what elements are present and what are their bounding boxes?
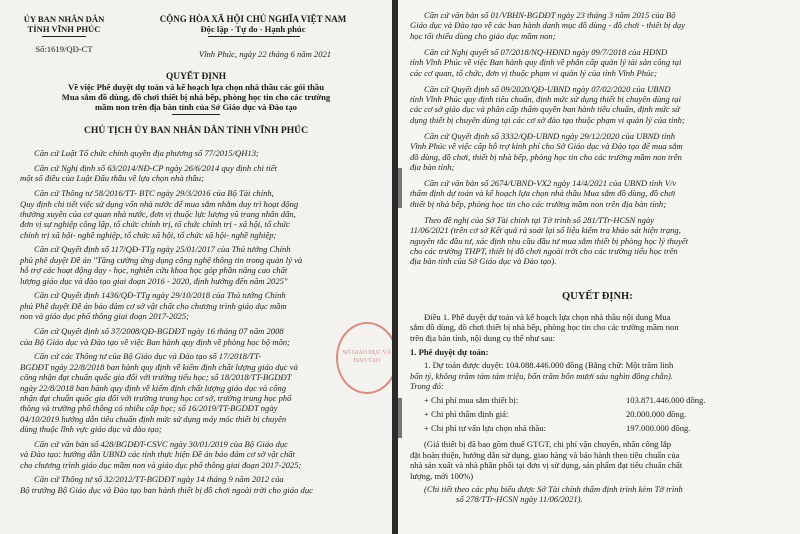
official-seal [336,322,392,394]
body-line: các cơ quan, tổ chức, đơn vị thuộc phạm vi quản lý của tỉnh Vĩnh Phúc; [410,67,658,78]
body-line: hỗ trợ các hoạt động dạy - học, nghiên cứu khoa học góp phần nâng cao chất [20,265,288,276]
body-line: địa bàn tỉnh của Sở Giáo dục và Đào tạo). [410,256,557,267]
article-1-line: Điều 1. Phê duyệt dự toán và kế hoạch lựa chọn nhà thầu nội dung Mua [424,312,671,322]
body-line: Căn cứ văn bản số 01/VBHN-BGDĐT ngày 23 tháng 3 năm 2015 của Bộ [424,10,676,20]
body-line: cho chương trình giáo dục mầm non và giáo dục phổ thông giai đoạn 2017-2025; [20,459,302,470]
body-line: Căn cứ Thông tư số 32/2012/TT-BGDĐT ngày 14 tháng 9 năm 2012 của [34,474,284,485]
article-1-line: sắm đồ dùng, đồ chơi thiết bị nhà bếp, phòng học tin cho các trường mầm non [410,322,679,333]
decision-heading: QUYẾT ĐỊNH [166,72,226,82]
left-document-page [0,0,392,534]
body-line: 11/06/2021 (trên cơ sở Kết quả rà soát lại số liệu kiểm tra khảo sát hiện trạng, [410,225,681,236]
body-line: Căn cứ Quyết định 1436/QĐ-TTg ngày 29/10/2018 của Thủ tướng Chính [34,290,286,301]
body-line: Căn cứ Nghị quyết số 07/2018/NQ-HĐND ngày 09/7/2018 của HĐND [424,46,668,57]
body-line: Căn cứ văn bản số 2674/UBND-VX2 ngày 14/4/2021 của UBND tỉnh V/v [424,178,677,188]
body-line: và Đào tạo: hướng dẫn UBND các tỉnh thực hiện Đề án bảo đảm cơ sở vật chất [20,449,295,460]
estimate-line: Trong đó: [410,381,444,391]
body-line: phủ phê duyệt Đề án "Tăng cường ứng dụng công nghệ thông tin trong quản lý và [20,255,303,265]
body-line: thường xuyên của cơ quan nhà nước, đơn vị thuộc lực lượng vũ trang nhân dân, [20,209,296,219]
body-line: của Bộ Giáo dục và Đào tạo về việc Ban hành quy định về phòng học bộ môn; [20,336,290,347]
body-line: các cơ sở giáo dục và phân cấp thẩm quyền ban hành tiêu chuẩn, định mức sử [410,104,680,115]
subject-line-3: mầm non trên địa bàn tỉnh của Sở Giáo dục và Đào tạo [95,102,297,112]
body-line: đơn vị sự nghiệp công lập, tổ chức chính trị, tổ chức chính trị - xã hội, tổ chức [20,219,290,230]
body-line: Vĩnh Phúc về việc cấp hỗ trợ kinh phí cho Sở Giáo dục và Đào tạo để mua sắm [410,141,683,152]
decides-heading: QUYẾT ĐỊNH: [562,291,633,302]
body-line: Căn cứ Quyết định số 09/2020/QĐ-UBND ngày 07/02/2020 của UBND [424,83,671,94]
body-line: ngày 22/8/2018 ban hành quy định về kiểm định chất lượng giáo dục và công [20,382,287,393]
body-line: Căn cứ Thông tư 58/2016/TT- BTC ngày 29/3/2016 của Bộ Tài chính, [34,188,274,198]
document-number: Số:1619/QĐ-CT [35,44,93,54]
estimate-line: 1. Dự toán được duyệt: 104.088.446.000 đồng (Bằng chữ: Một trăm linh [424,360,674,371]
article-1-line: trên địa bàn tỉnh, nội dung cụ thể như sau: [410,332,555,343]
subject-underline [172,114,220,115]
body-line: dụng thiết bị chuyên dùng tại các cơ sở đào tạo thuộc phạm vi quản lý của tỉnh; [410,114,685,125]
cost-item-value: 197.000.000 đồng. [626,423,691,434]
body-line: tỉnh Vĩnh Phúc quy định tiêu chuẩn, định mức sử dụng thiết bị chuyên dùng tại [410,94,681,104]
body-line: dùng thuộc lĩnh vực giáo dục và đào tạo; [20,424,162,435]
appendix-note-line: (Chi tiết theo các phụ biểu được Sở Tài chính thẩm định trình kèm Tờ trình [424,484,683,494]
body-line: Giáo dục và Đào tạo về các ban hành danh mục đồ dùng - đồ chơi - thiết bị dạy [410,20,685,31]
binding-mark [398,168,402,208]
price-note-line: nhà sản xuất và nhà phân phối tại đơn vị sử dụng, sản phẩm đạt tiêu chuẩn chất [410,460,683,471]
body-line: học tối thiểu dùng cho giáo dục mầm non; [410,30,556,41]
body-line: công nhận đạt chuẩn quốc gia đối với trường tiểu học; số 18/2018/TT-BGDĐT [20,372,292,383]
body-line: Căn cứ Quyết định số 117/QĐ-TTg ngày 25/01/2017 của Thủ tướng Chính [34,244,291,255]
body-line: Căn cứ các Thông tư của Bộ Giáo dục và Đào tạo số 17/2018/TT- [34,351,262,362]
republic-title: CỘNG HÒA XÃ HỘI CHỦ NGHĨA VIỆT NAM [159,14,347,24]
body-line: Căn cứ Nghị định số 63/2014/NĐ-CP ngày 26/6/2014 quy định chi tiết [34,162,277,173]
body-line: nhận đạt chuẩn quốc gia đối với trường trung học cơ sở, trường trung học phổ [20,393,292,403]
cost-item-label: + Chi phí mua sắm thiết bị: [424,395,519,406]
price-note-line: (Giá thiết bị đã bao gồm thuế GTGT, chi phí vận chuyển, nhân công lắp [424,439,672,450]
body-line: địa bàn tỉnh; [410,162,455,172]
body-line: Bộ trưởng Bộ Giáo dục và Đào tạo ban hành thiết bị đồ chơi ngoài trời cho giáo dục [20,485,313,495]
body-line: Căn cứ Luật Tổ chức chính quyền địa phương số 77/2015/QH13; [34,148,259,158]
seal-text: SỞ GIÁO DỤC VÀ ĐÀO TẠO [342,350,392,364]
body-line: non và giáo dục phổ thông giai đoạn 2017-2025; [20,311,189,322]
cost-item-label: + Chi phí tư vấn lựa chọn nhà thầu: [424,423,547,434]
body-line: một số điều của Luật Đấu thầu về lựa chọn nhà thầu; [20,173,204,184]
body-line: Căn cứ Quyết định số 3332/QĐ-UBND ngày 29/12/2020 của UBND tỉnh [424,130,676,141]
body-line: chính trị xã hội- nghề nghiệp, tổ chức xã hội, tổ chức xã hội- nghề nghiệp; [20,229,277,240]
body-line: cho các trường THPT, thiết bị đồ chơi ngoài trời cho các trường tiểu học trên [410,246,678,256]
price-note-line: đặt hoàn thiện, hướng dẫn sử dụng, giao hàng và bảo hành theo tiêu chuẩn của [410,449,680,460]
body-line: tỉnh Vĩnh Phúc về việc Ban hành quy định về phân cấp quản lý tài sản công tại [410,57,682,68]
body-line: phủ Phê duyệt Đề án bảo đảm cơ sở vật chất cho chương trình giáo dục mầm [20,301,287,311]
body-line: thẩm định dự toán và kế hoạch lựa chọn nhà thầu Mua sắm đồ dùng, đồ chơi [410,188,676,199]
authority-heading: CHỦ TỊCH ỦY BAN NHÂN DÂN TỈNH VĨNH PHÚC [83,125,309,136]
place-and-date: Vĩnh Phúc, ngày 22 tháng 6 năm 2021 [198,49,332,59]
subject-line-1: Về việc Phê duyệt dự toán và kế hoạch lựa chọn nhà thầu các gói thầu [68,82,324,92]
agency-line-2: TỈNH VĨNH PHÚC [27,24,101,34]
body-line: thông và trường phổ thông có nhiều cấp học; số 16/2019/TT-BGDĐT ngày [20,403,278,414]
cost-item-value: 20.000.000 đồng. [626,409,687,420]
body-line: lượng giáo dục và đào tạo giai đoạn 2016 - 2020, định hướng đến năm 2025" [20,275,288,286]
agency-line-1: ỦY BAN NHÂN DÂN [23,14,105,24]
right-document-page [398,0,800,534]
section-heading: 1. Phê duyệt dự toán: [410,347,489,358]
national-motto: Độc lập - Tự do - Hạnh phúc [200,24,306,34]
binding-mark [398,398,402,438]
motto-underline [208,36,300,37]
body-line: nguyên tắc đầu tư, xác định nhu cầu đầu tư mua sắm thiết bị phòng học lý thuyết [410,235,689,246]
body-line: BGDĐT ngày 22/8/2018 ban hành quy định về kiểm định chất lượng giáo dục và [20,361,298,372]
body-line: Căn cứ Quyết định số 37/2008/QĐ-BGDĐT ngày 16 tháng 07 năm 2008 [34,326,284,336]
body-line: Căn cứ văn bản số 428/BGDĐT-CSVC ngày 30/01/2019 của Bộ Giáo dục [34,438,288,449]
cost-item-label: + Chi phí thẩm định giá: [424,409,509,420]
body-line: Quy định chi tiết việc sử dụng vốn nhà nước để mua sắm nhằm duy trì hoạt động [20,198,299,209]
estimate-line: bốn tỷ, không trăm tám tám triệu, bốn trăm bốn mươi sáu nghìn đồng chẵn). [410,370,674,381]
agency-underline [42,36,86,37]
body-line: 04/10/2019 hướng dẫn tiêu chuẩn định mức sử dụng máy móc thiết bị chuyên [20,413,287,424]
body-line: thiết bị nhà bếp, phòng học tin cho các trường mầm non trên địa bàn tỉnh; [410,198,667,209]
price-note-line: lượng, mới 100%) [410,470,474,481]
body-line: Theo đề nghị của Sở Tài chính tại Tờ trình số 281/TTr-HCSN ngày [424,214,655,225]
appendix-note-line: số 278/TTr-HCSN ngày 11/06/2021). [456,494,583,505]
subject-line-2: Mua sắm đồ dùng, đồ chơi thiết bị nhà bếp, phòng học tin cho các trường [61,92,331,102]
body-line: đồ dùng, đồ chơi, thiết bị nhà bếp, phòng học tin cho các trường mầm non trên [410,151,682,162]
cost-item-value: 103.871.446.000 đồng. [626,395,706,406]
